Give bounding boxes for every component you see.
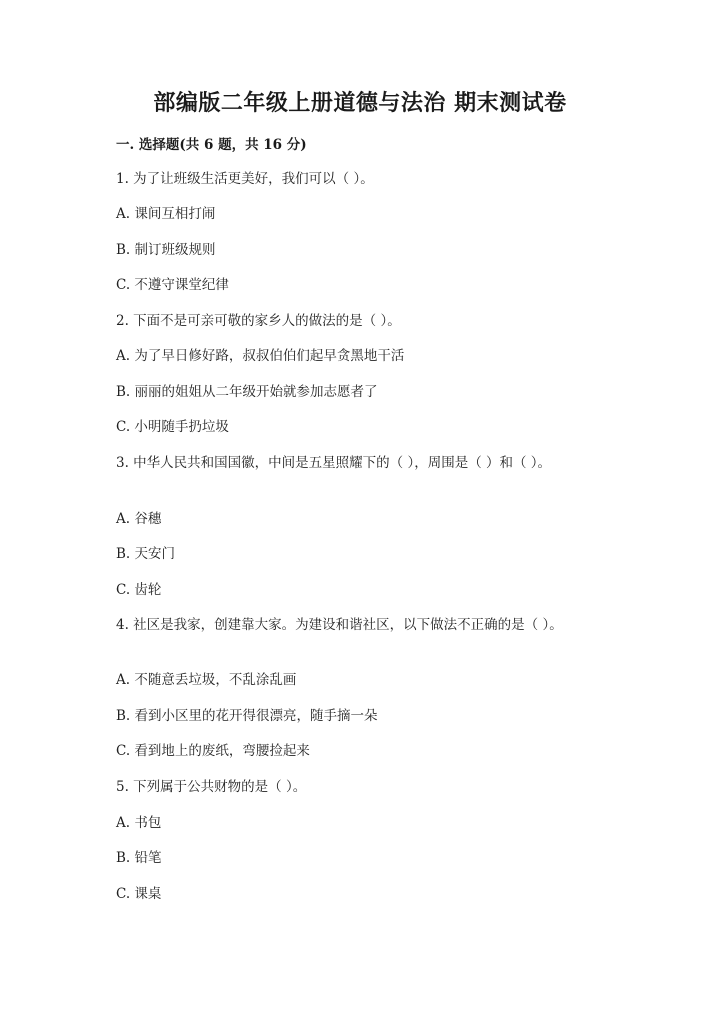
question-3-stem: 3. 中华人民共和国国徽，中间是五星照耀下的（ ），周围是（ ）和（ ）。 [116,455,552,471]
question-1-option-b: B. 制订班级规则 [116,242,216,258]
exam-title: 部编版二年级上册道德与法治 期末测试卷 [153,90,567,116]
question-2-option-b: B. 丽丽的姐姐从二年级开始就参加志愿者了 [116,384,378,400]
question-3-option-b: B. 天安门 [116,546,176,562]
question-4-option-b: B. 看到小区里的花开得很漂亮，随手摘一朵 [116,708,378,724]
question-4-option-a: A. 不随意丢垃圾，不乱涂乱画 [116,672,297,688]
question-1-option-a: A. 课间互相打闹 [116,206,216,222]
question-5-option-a: A. 书包 [116,815,162,831]
question-1-stem: 1. 为了让班级生活更美好，我们可以（ ）。 [116,171,374,187]
section-heading: 一. 选择题(共 6 题，共 16 分) [116,137,307,153]
question-4-option-c: C. 看到地上的废纸，弯腰捡起来 [116,743,310,759]
question-5-option-c: C. 课桌 [116,886,162,902]
question-1-option-c: C. 不遵守课堂纪律 [116,277,229,293]
question-5-option-b: B. 铅笔 [116,850,162,866]
question-5-stem: 5. 下列属于公共财物的是（ ）。 [116,779,307,795]
question-3-option-c: C. 齿轮 [116,582,162,598]
question-2-option-a: A. 为了早日修好路，叔叔伯伯们起早贪黑地干活 [116,348,405,364]
question-2-option-c: C. 小明随手扔垃圾 [116,419,229,435]
question-4-stem: 4. 社区是我家，创建靠大家。为建设和谐社区，以下做法不正确的是（ ）。 [116,617,563,633]
question-2-stem: 2. 下面不是可亲可敬的家乡人的做法的是（ ）。 [116,313,401,329]
question-3-option-a: A. 谷穗 [116,511,162,527]
